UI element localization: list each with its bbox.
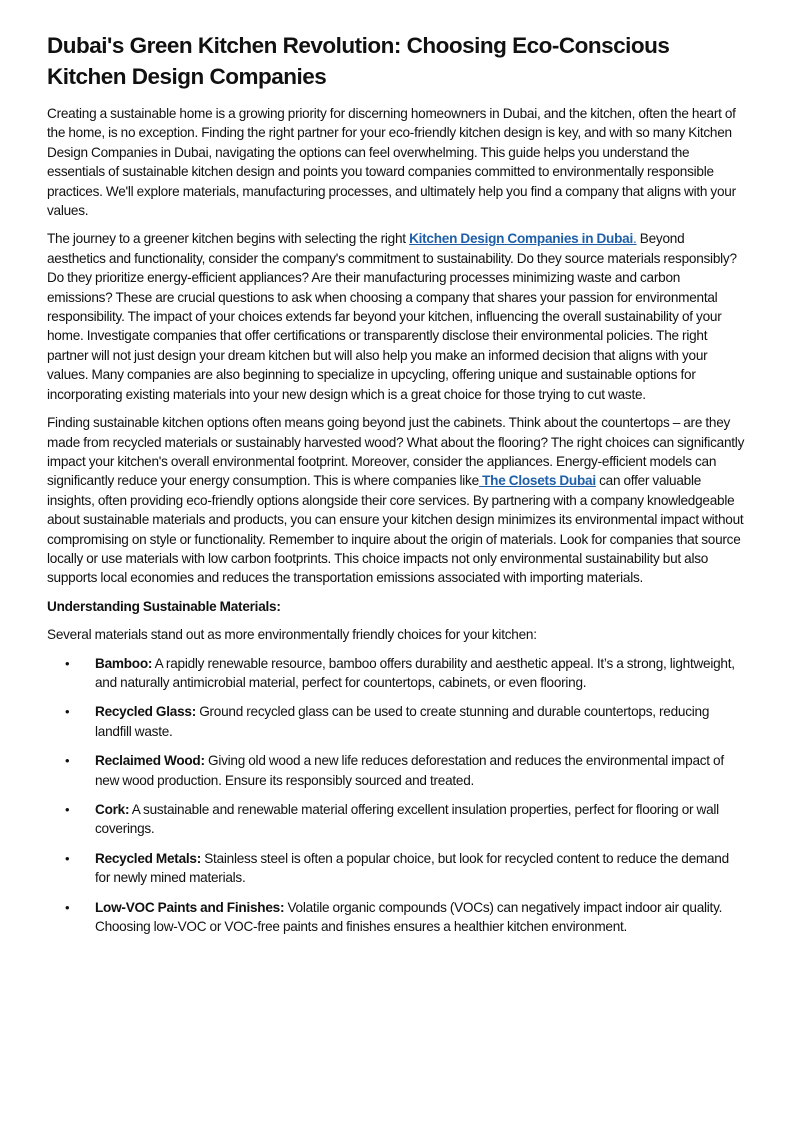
list-item-text: Giving old wood a new life reduces deforestation and reduces the environmental impact of new wood production. Ensure its responsibly sourced and treated. [95,753,724,788]
link-tail-period: . [633,231,637,247]
the-closets-dubai-link[interactable]: The Closets Dubai [478,473,596,489]
page-title: Dubai's Green Kitchen Revolution: Choosing Eco-Conscious Kitchen Design Companies [47,33,670,89]
options-paragraph [47,413,746,588]
section-heading: Understanding Sustainable Materials: [47,598,281,614]
list-item-low-voc-paints [47,898,746,937]
list-item-term: Reclaimed Wood: [95,753,205,769]
journey-text-after: Beyond aesthetics and functionality, consider the company's commitment to sustainability. Do they source materials responsibly? Do they prioritize energy-efficient appliances? Are their manufacturing processes minimizing waste and carbon emissions? These are crucial questions to ask when choosing a company that shares your passion for environmental responsibility. The impact of your choices extends far beyond your kitchen, influencing the overall sustainability of your home. Investigate companies that offer certifications or transparently disclose their environmental policies. The right partner will not just design your dream kitchen but will also help you make an informed decision that aligns with your values. Many companies are also beginning to specialize in upcycling, offering unique and sustainable options for incorporating existing materials into your new design which is a great choice for those trying to cut waste. [47,231,737,402]
journey-paragraph [47,229,746,404]
bullet-icon: • [65,850,70,866]
list-item-reclaimed-wood [47,751,746,790]
list-item-cork [47,800,746,839]
list-item-text: Ground recycled glass can be used to create stunning and durable countertops, reducing landfill waste. [95,704,710,739]
kitchen-design-companies-link-label: Kitchen Design Companies in Dubai [409,231,634,247]
bullet-icon: • [65,753,70,769]
list-item-text: A sustainable and renewable material offering excellent insulation properties, perfect for flooring or wall coverings. [95,802,719,837]
list-item-term: Recycled Metals: [95,850,202,866]
list-item-term: Bamboo: [95,655,153,671]
list-item-text: Stainless steel is often a popular choice, but look for recycled content to reduce the demand for newly mined materials. [95,850,729,886]
bullet-icon: • [65,655,70,671]
options-text-after: can offer valuable insights, often providing eco-friendly options alongside their core services. By partnering with a company knowledgeable about sustainable materials and products, you can ensure your kitchen design minimizes its environmental impact without compromising on style or functionality. Remember to inquire about the origin of materials. Look for companies that source locally or use materials with low carbon footprints. This choice impacts not only environmental sustainability but also supports local economies and reduces the transportation emissions associated with importing materials. [47,473,744,586]
list-item-term: Low-VOC Paints and Finishes: [95,899,285,915]
journey-text-before: The journey to a greener kitchen begins with selecting the right [47,231,410,247]
bullet-icon: • [65,704,70,720]
intro-paragraph: Creating a sustainable home is a growing priority for discerning homeowners in Dubai, and the kitchen, often the heart of the home, is no exception. Finding the right partner for your eco-friendly kitchen design is key, and with so many Kitchen Design Companies in Dubai, navigating the options can feel overwhelming. This guide helps you understand the essentials of sustainable kitchen design and points you toward companies committed to environmentally responsible practices. We'll explore materials, manufacturing processes, and ultimately help you find a company that aligns with your values. [47,106,736,219]
list-item-recycled-glass [47,702,746,741]
options-text-before: Finding sustainable kitchen options often means going beyond just the cabinets. Think about the countertops – are they made from recycled materials or sustainably harvested wood? What about the flooring? The right choices can significantly impact your kitchen's overall environmental footprint. Moreover, consider the appliances. Energy-efficient models can significantly reduce your energy consumption. This is where companies like [47,415,745,489]
section-intro: Several materials stand out as more environmentally friendly choices for your kitchen: [47,627,537,643]
bullet-icon: • [65,899,70,915]
materials-list [47,654,746,937]
list-item-term: Recycled Glass: [95,704,196,720]
kitchen-design-companies-link[interactable] [409,231,636,246]
list-item-term: Cork: [95,802,130,817]
list-item-bamboo [47,654,746,693]
list-item-recycled-metals [47,849,746,888]
bullet-icon: • [65,802,70,817]
list-item-text: Volatile organic compounds (VOCs) can negatively impact indoor air quality. Choosing low-VOC or VOC-free paints and finishes ensures a healthier kitchen environment. [95,899,723,935]
list-item-text: A rapidly renewable resource, bamboo offers durability and aesthetic appeal. It’s a strong, lightweight, and naturally antimicrobial material, perfect for countertops, cabinets, or even flooring. [95,655,735,690]
